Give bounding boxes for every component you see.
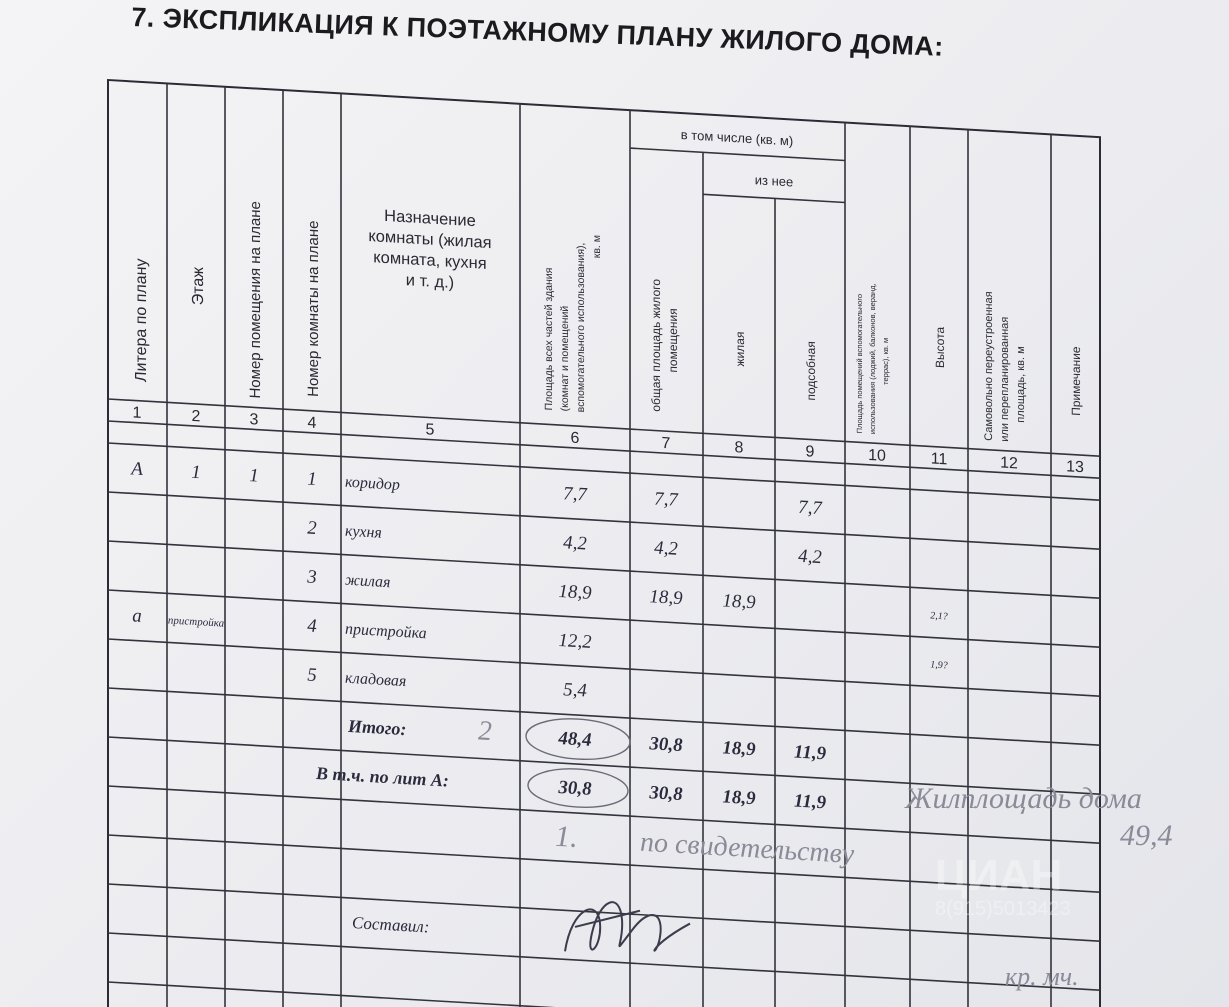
cell-ploshchad: 12,2	[558, 629, 592, 653]
header-pomeshchenie: Номер помещения на плане	[247, 200, 264, 399]
pencil-note-svid: по свидетельству	[640, 826, 855, 871]
colnum-8: 8	[734, 439, 744, 457]
table-row	[129, 458, 823, 519]
header-primechanie: Примечание	[1069, 346, 1083, 417]
colnum-9: 9	[805, 443, 815, 461]
cell-pomeshchenie: 1	[249, 465, 259, 487]
cell-komnata: 5	[307, 664, 317, 687]
cell-zhilaya: 18,9	[722, 590, 756, 614]
header-ploshchad-l2: (комнат и помещений	[559, 305, 571, 412]
cell-obshchaya: 4,2	[654, 537, 678, 560]
total-zhilaya: 18,9	[722, 737, 756, 761]
cell-naznachenie: кухня	[345, 522, 382, 542]
pencil-mark-total: 2	[478, 715, 493, 748]
cell-vysota: 1,9?	[930, 659, 948, 672]
cell-komnata: 3	[307, 566, 317, 589]
header-zhilaya: жилая	[733, 331, 747, 367]
total-ploshchad: 48,4	[558, 727, 592, 751]
table-row	[307, 518, 822, 569]
signature	[565, 899, 690, 958]
colnum-12: 12	[1000, 454, 1018, 473]
cell-naznachenie: жилая	[345, 571, 391, 592]
total-row	[347, 716, 827, 765]
total-obshchaya: 30,8	[649, 733, 683, 757]
sostavil-label: Составил:	[352, 913, 430, 937]
colnum-5: 5	[425, 421, 435, 439]
cell-etazh: пристройка	[167, 614, 225, 630]
cell-podsobnaya: 7,7	[798, 496, 822, 520]
header-komnata: Номер комнаты на плане	[305, 220, 322, 398]
watermark	[935, 851, 1071, 920]
litera-a-zhilaya: 18,9	[722, 786, 756, 810]
cell-komnata: 2	[307, 517, 317, 540]
header-vspom-l3: террас), кв. м	[881, 337, 890, 386]
header-litera: Литера по плану	[133, 258, 150, 383]
cell-litera: а	[132, 605, 142, 627]
header-iz-nee: из нее	[754, 172, 794, 190]
header-podsobnaya: подсобная	[804, 340, 818, 401]
header-vysota: Высота	[933, 326, 947, 369]
pencil-note-area: 49,4	[1120, 819, 1173, 852]
header-samovolno-l1: Самовольно переустроенная	[983, 291, 995, 442]
header-samovolno-l2: или перепланированная	[999, 316, 1011, 443]
cell-ploshchad: 4,2	[563, 532, 587, 555]
pencil-note-number: 1.	[555, 819, 578, 855]
colnum-7: 7	[661, 434, 671, 453]
colnum-4: 4	[307, 414, 317, 433]
header-v-tom-chisle: в том числе (кв. м)	[680, 127, 794, 149]
colnum-10: 10	[868, 446, 886, 465]
cell-naznachenie: коридор	[345, 473, 400, 494]
watermark-brand: ЦИАН	[935, 851, 1063, 900]
header-naznachenie-l4: и т. д.)	[405, 271, 455, 292]
litera-a-ploshchad: 30,8	[558, 776, 592, 800]
table-row	[307, 665, 587, 702]
cell-ploshchad: 7,7	[563, 483, 587, 506]
total-label: Итого:	[348, 715, 407, 740]
table-column-lines	[167, 83, 1051, 1007]
colnum-11: 11	[930, 450, 948, 469]
cell-naznachenie: пристройка	[345, 620, 427, 643]
column-number-row	[133, 404, 1084, 476]
cell-ploshchad: 5,4	[563, 679, 587, 702]
litera-a-podsobnaya: 11,9	[793, 790, 827, 814]
pencil-note-dom: Жилплощадь дома	[905, 782, 1142, 815]
total-podsobnaya: 11,9	[793, 741, 827, 765]
colnum-2: 2	[191, 407, 201, 426]
cell-naznachenie: кладовая	[345, 669, 407, 691]
pencil-note-kr: кр. мч.	[1005, 962, 1079, 991]
document-title: 7. ЭКСПЛИКАЦИЯ К ПОЭТАЖНОМУ ПЛАНУ ЖИЛОГО ДОМА:	[130, 2, 945, 62]
cell-obshchaya: 18,9	[649, 586, 683, 610]
litera-a-label: В т.ч. по лит А:	[316, 763, 449, 791]
litera-a-obshchaya: 30,8	[649, 782, 683, 806]
header-vspom-l1: Площадь помещений вспомогательного	[855, 293, 864, 434]
cell-vysota: 2,1?	[930, 610, 948, 623]
header-ploshchad-l1: Площадь всех частей здания	[543, 267, 555, 411]
header-naznachenie-l1: Назначение	[384, 206, 476, 231]
colnum-13: 13	[1066, 458, 1084, 477]
colnum-3: 3	[249, 411, 259, 429]
header-ploshchad-l3: вспомогательного использования),	[575, 242, 587, 413]
header-etazh: Этаж	[190, 266, 207, 306]
table-row	[306, 566, 947, 624]
watermark-phone: 8(915)5013423	[935, 898, 1071, 920]
header-naznachenie-l3: комната, кухня	[373, 248, 487, 273]
cell-komnata: 1	[307, 468, 317, 491]
header-obshchaya-l1: общая площадь жилого	[649, 278, 663, 413]
header-obshchaya-l2: помещения	[666, 307, 680, 373]
cell-litera: А	[131, 458, 143, 481]
cell-podsobnaya: 4,2	[798, 545, 822, 569]
cell-ploshchad: 18,9	[558, 580, 592, 604]
header-vspom-l2: использования (лоджий, балконов, веранд,	[868, 282, 877, 435]
cell-obshchaya: 7,7	[654, 488, 678, 511]
table-header	[133, 95, 1083, 446]
header-naznachenie-l2: комнаты (жилая	[368, 227, 492, 253]
colnum-1: 1	[132, 404, 142, 422]
colnum-6: 6	[570, 429, 580, 448]
cell-komnata: 4	[307, 615, 317, 638]
cell-etazh: 1	[191, 461, 201, 484]
header-samovolno-l3: площадь, кв. м	[1015, 345, 1027, 423]
header-ploshchad-l4: кв. м	[591, 234, 603, 259]
